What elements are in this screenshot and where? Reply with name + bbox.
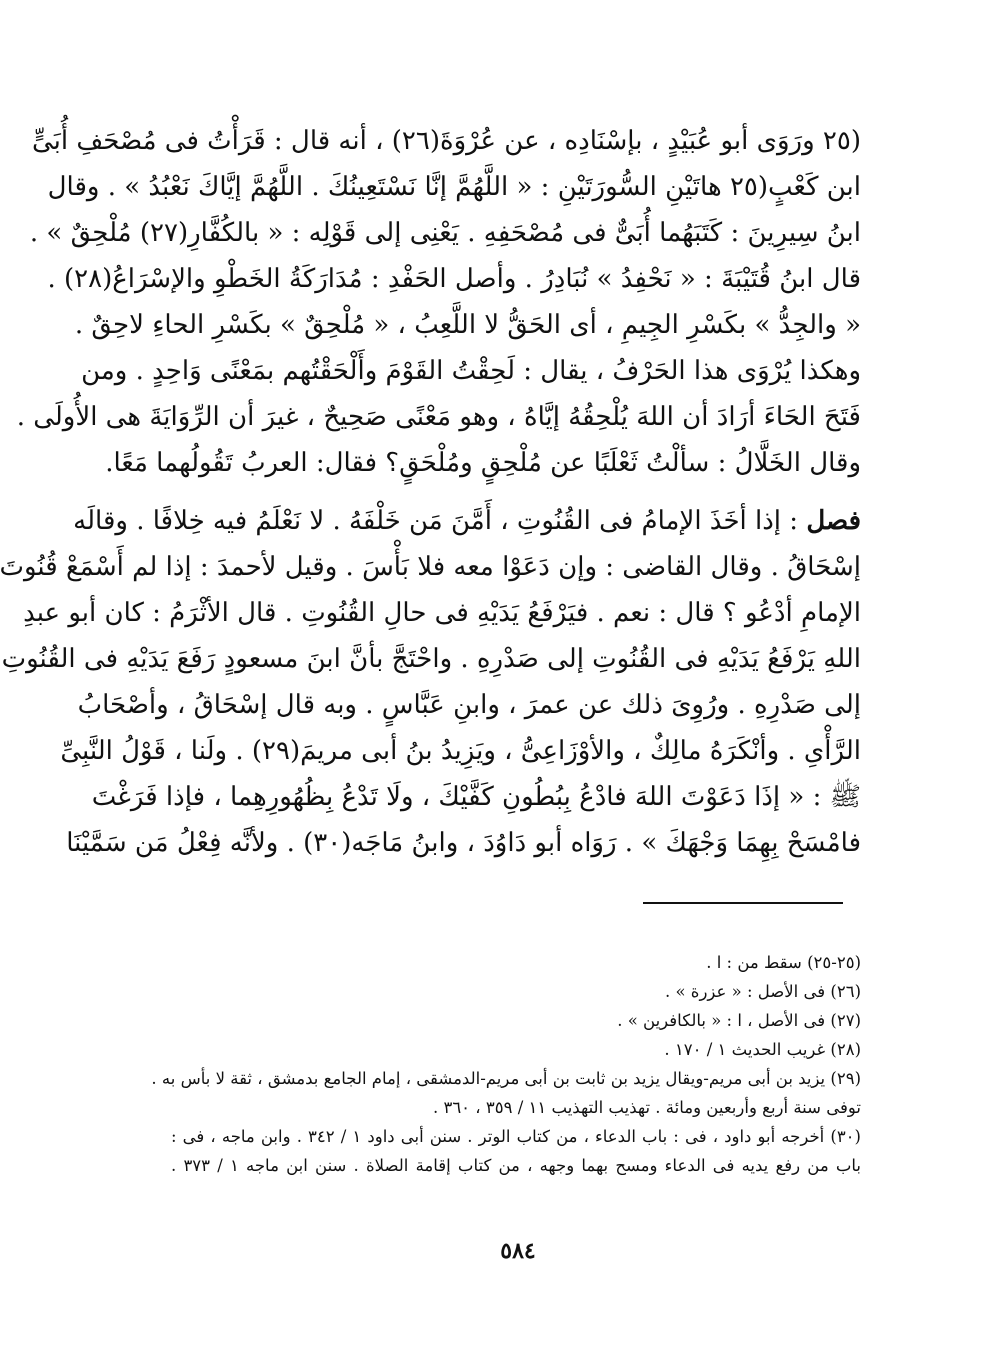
text-line: « والجِدُّ » بكَسْرِ الجِيمِ ، أى الحَقُّ لا اللَّعِبُ ، « مُلْحِقٌ » بكَسْرِ الحاءِ لاحِقٌ .	[74, 310, 861, 340]
section-heading: فصل	[806, 506, 861, 536]
text-line: إلى صَدْرِهِ . ورُوِىَ ذلك عن عمرَ ، وابنِ عَبَّاسٍ . وبه قال إسْحَاقُ ، وأصْحَابُ	[77, 690, 861, 720]
footnote-line: توفى سنة أربع وأربعين ومائة . تهذيب التهذيب ١١ / ٣٥٩ ، ٣٦٠ .	[432, 1098, 861, 1117]
page-number: ٥٨٤	[500, 1238, 536, 1264]
text-line: فامْسَحْ بِهِمَا وَجْهَكَ » . رَوَاه أبو دَاوُدَ ، وابنُ مَاجَه(٣٠) . ولأنَّه فِعْلُ مَن سَمَّيْنَا	[66, 828, 861, 858]
text-line: (٢٥ ورَوَى أبو عُبَيْدٍ ، بإسْنَادِه ، عن عُرْوَةَ(٢٦) ، أنه قال : قَرَأْتُ فى مُصْحَفِ أُبَىٍّ	[31, 126, 861, 156]
text-line: الإمامِ أدْعُو ؟ قال : نعم . فيَرْفَعُ يَدَيْهِ فى حالِ القُنُوتِ . قال الأثْرَمُ : كان أبو عبدِ	[23, 598, 861, 628]
text-line: ﷺ : « إذَا دَعَوْتَ اللهَ فادْعُ بِبُطُونِ كَفَّيْكَ ، ولَا تَدْعُ بِظُهُورِهِما ، فإذا فَرَغْتَ	[91, 782, 861, 812]
paragraph-gap	[171, 486, 861, 498]
text-line: فَتَحَ الحَاءَ أرَادَ أن اللهَ يُلْحِقُهُ إيَّاهُ ، وهو مَعْنًى صَحِيحٌ ، غيرَ أن الرِّوَايَةَ هى الأُولَى .	[16, 402, 861, 432]
footnote-line: (٢٨) غريب الحديث ١ / ١٧٠ .	[664, 1040, 861, 1059]
footnotes	[151, 948, 861, 1180]
footnote-line: (٢٩) يزيد بن أبى مريم-ويقال يزيد بن ثابت بن أبى مريم-الدمشقى ، إمام الجامع بدمشق ، ثقة لا بأس به .	[151, 1069, 861, 1088]
text-line-rest: : إذا أخَذَ الإمامُ فى القُنُوتِ ، أَمَّنَ مَن خَلْفَهُ . لا نَعْلَمُ فيه خِلافًا . وقالَه	[73, 506, 807, 536]
text-line: إسْحَاقُ . وقال القاضى : وإن دَعَوْا معه فلا بَأْسَ . وقيل لأحمدَ : إذا لم أَسْمَعْ قُنُوتَ	[0, 552, 861, 582]
footnote-line: (٢٧) فى الأصل ، ا : « بالكافرين » .	[617, 1011, 861, 1030]
footnote-line: (٢٦) فى الأصل : « عزرة » .	[664, 982, 861, 1001]
text-line: وهكذا يُرْوَى هذا الحَرْفُ ، يقال : لَحِقْتُ القَوْمَ وأَلْحَقْتُهم بمَعْنًى وَاحِدٍ . ومن	[81, 356, 861, 386]
footnote-line: باب من رفع يديه فى الدعاء ومسح بهما وجهه ، من كتاب إقامة الصلاة . سنن ابن ماجه ١ / ٣٧٣ .	[171, 1156, 861, 1175]
text-line: ابن كَعْبٍ(٢٥ هاتَيْنِ السُّورَتَيْنِ : « اللَّهُمَّ إنَّا نَسْتَعِينُكَ . اللَّهُمَّ إيَّاكَ نَعْبُدُ » . وقال	[47, 172, 861, 202]
text-line: وقال الخَلَّالُ : سألْتُ ثَعْلَبًا عن مُلْحِقٍ ومُلْحَقٍ؟ فقال: العربُ تَقُولُهما مَعًا.	[105, 448, 861, 478]
footnote-divider	[643, 902, 843, 904]
text-line	[73, 498, 861, 544]
text-line: قال ابنُ قُتَيْبَةَ : « نَحْفِدُ » نُبَادِرُ . وأصل الحَفْدِ : مُدَارَكَةُ الخَطْوِ والإسْرَاعُ(٢٨) .	[47, 264, 861, 294]
text-line: اللهِ يَرْفَعُ يَدَيْهِ فى القُنُوتِ إلى صَدْرِهِ . واحْتَجَّ بأنَّ ابنَ مسعودٍ رَفَعَ يَدَيْهِ فى القُنُوتِ	[1, 644, 861, 674]
footnote-line: (٣٠) أخرجه أبو داود ، فى : باب الدعاء ، من كتاب الوتر . سنن أبى داود ١ / ٣٤٢ . وابن ماجه ، فى :	[171, 1127, 861, 1146]
text-line: ابنُ سِيرِينَ : كَتَبَهُما أُبَىٌّ فى مُصْحَفِهِ . يَعْنِى إلى قَوْلِه : « بالكُفَّارِ(٢٧) مُلْحِقٌ » .	[29, 218, 861, 248]
main-text	[0, 118, 861, 866]
footnote-line: (٢٥-٢٥) سقط من : ا .	[706, 953, 861, 972]
text-line: الرَّأْىِ . وأنْكَرَهُ مالِكٌ ، والأوْزَاعِىُّ ، ويَزِيدُ بنُ أبى مريمَ(٢٩) . ولَنا ، قَوْلُ النَّبِىِّ	[60, 736, 861, 766]
